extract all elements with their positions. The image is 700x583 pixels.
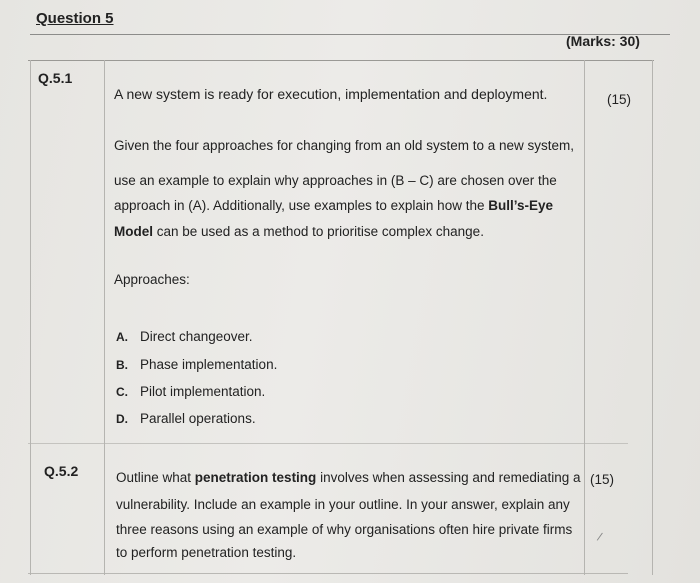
approaches-label: Approaches: — [114, 272, 190, 287]
approach-text: Parallel operations. — [140, 411, 256, 426]
q1-body-line-3-text: approach in (A). Additionally, use examples to explain how the — [114, 198, 489, 213]
table-top-border — [28, 60, 654, 61]
column-divider-marks — [584, 60, 585, 575]
approach-item — [116, 411, 256, 426]
q2-line-1 — [116, 465, 580, 491]
q2-line-3: three reasons using an example of why organisations often hire private firms — [116, 522, 573, 537]
q1-body-line-1: Given the four approaches for changing from an old system to a new system, — [114, 138, 574, 153]
q1-body-line-4 — [114, 219, 484, 245]
approach-text: Direct changeover. — [140, 329, 253, 344]
bulls-eye-term: Bull’s-Eye — [488, 198, 553, 213]
question-title: Question 5 — [36, 10, 114, 27]
row-divider — [28, 443, 628, 444]
q2-line-4: to perform penetration testing. — [116, 545, 297, 560]
approach-letter: C. — [116, 385, 128, 399]
approach-letter: B. — [116, 358, 128, 372]
approach-text: Pilot implementation. — [140, 384, 266, 399]
q1-body-line-2: use an example to explain why approaches in (B – C) are chosen over the — [114, 173, 557, 188]
approach-item — [116, 329, 253, 344]
q2-line-1-post: involves when assessing and remediating a — [316, 470, 581, 485]
q1-intro: A new system is ready for execution, implementation and deployment. — [114, 86, 548, 102]
penetration-testing-term: penetration testing — [194, 470, 317, 485]
column-divider-right — [652, 60, 653, 575]
q2-line-2: vulnerability. Include an example in your outline. In your answer, explain any — [116, 497, 570, 512]
total-marks: (Marks: 30) — [566, 33, 640, 49]
q1-body-line-4-text: can be used as a method to prioritise complex change. — [153, 224, 484, 239]
q2-line-1-pre: Outline what — [116, 470, 195, 485]
approach-letter: D. — [116, 412, 128, 426]
model-term: Model — [114, 224, 153, 239]
approach-item — [116, 384, 265, 399]
table-bottom-border — [28, 573, 628, 574]
approach-text: Phase implementation. — [140, 357, 278, 372]
approach-letter: A. — [116, 330, 128, 344]
q1-marks: (15) — [607, 92, 632, 107]
column-divider-number — [104, 60, 105, 575]
question-number-5-2: Q.5.2 — [44, 463, 79, 479]
column-divider-left — [30, 60, 31, 575]
question-number-5-1: Q.5.1 — [38, 70, 73, 86]
pen-mark: / — [595, 529, 604, 545]
q1-body-line-3 — [114, 193, 553, 219]
approach-item — [116, 357, 277, 372]
q2-marks: (15) — [590, 472, 615, 487]
